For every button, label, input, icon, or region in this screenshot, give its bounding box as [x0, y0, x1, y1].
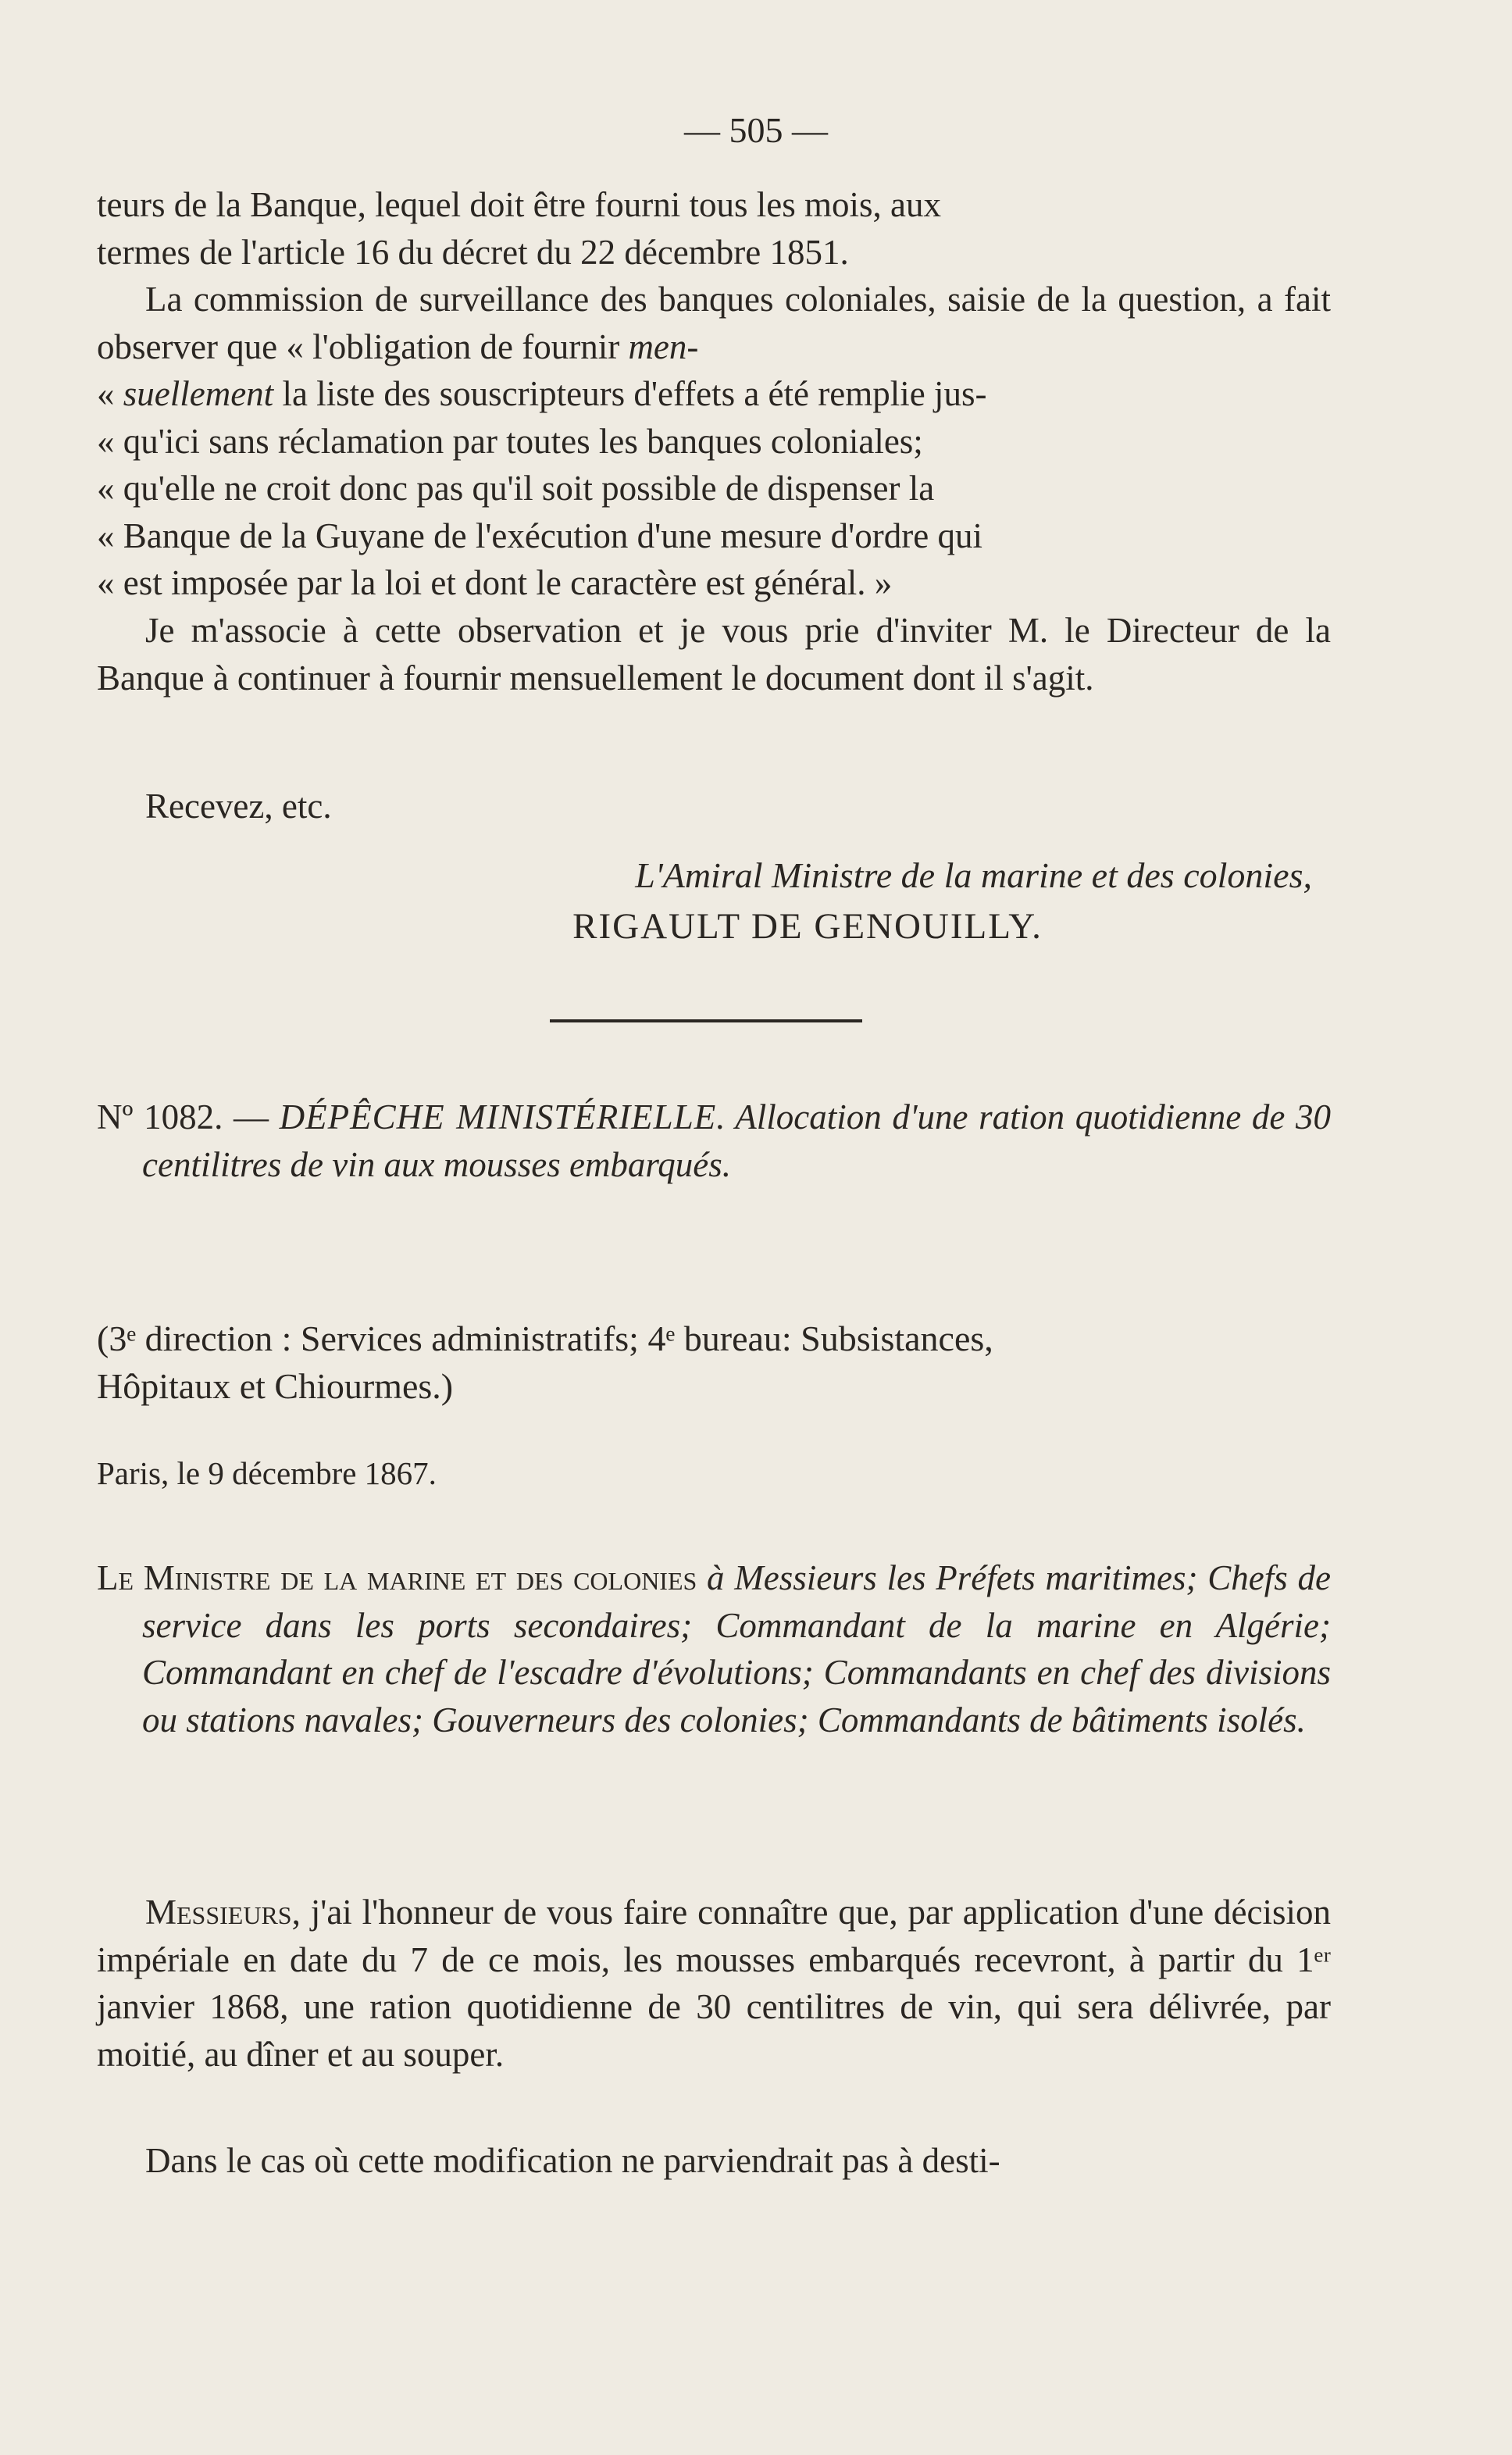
- commission-paragraph: [97, 276, 1331, 607]
- dispatch-heading: Nº 1082. — DÉPÊCHE MINISTÉRIELLE. Allocation d'une ration quotidienne de 30 centilitres de vin aux mousses embarqués.: [97, 1097, 1332, 1184]
- closing: Recevez, etc.: [145, 787, 332, 826]
- dispatch-type: DÉPÊCHE MINISTÉRIELLE: [279, 1097, 717, 1137]
- signature: [97, 855, 1331, 947]
- body-paragraph: [97, 1889, 1331, 2078]
- address: [97, 1554, 1331, 1743]
- continuation-paragraph: [97, 181, 1331, 276]
- associate-paragraph: Je m'associe à cette observation et je vous prie d'inviter M. le Directeur de la Banque à continuer à fournir mensuellement le document dont il s'agit.: [97, 611, 1331, 698]
- address-sender: Le Ministre de la marine et des colonies: [97, 1558, 697, 1597]
- salutation: Messieurs: [145, 1893, 292, 1932]
- commission-intro: La commission de surveillance des banques coloniales, saisie de la question, a fait observer que « l'obligation de fournir: [97, 280, 1331, 366]
- place-date: Paris, le 9 décembre 1867.: [97, 1455, 437, 1491]
- signature-name: RIGAULT DE GENOUILLY.: [572, 906, 1043, 947]
- last-line: Dans le cas où cette modification ne parviendrait pas à desti-: [145, 2141, 1000, 2180]
- dispatch-number: Nº 1082.: [97, 1097, 223, 1137]
- commission-intro-italic: men-: [628, 327, 699, 366]
- page-number: — 505 —: [684, 110, 828, 150]
- quote-line: « qu'ici sans réclamation par toutes les banques coloniales;: [97, 421, 923, 461]
- quote-line: « est imposée par la loi et dont le caractère est général. »: [97, 563, 893, 602]
- dispatch-subject: . Allocation d'une ration quotidienne de 30 centilitres de vin aux mousses embarqués.: [142, 1097, 1332, 1184]
- direction-note: (3ᵉ direction : Services administratifs; 4ᵉ bureau: Subsistances, Hôpitaux et Chiourmes.): [97, 1318, 993, 1406]
- text-line: termes de l'article 16 du décret du 22 décembre 1851.: [97, 232, 849, 272]
- address-recipients: à Messieurs les Préfets maritimes; Chefs de service dans les ports secondaires; Commandant de la marine en Algérie; Commandant en chef de l'escadre d'évolutions; Commandants en chef des divisions ou stations navales; Gouverneurs des colonies; Commandants de bâtiments isolés.: [142, 1558, 1331, 1740]
- quote-line: « qu'elle ne croit donc pas qu'il soit possible de dispenser la: [97, 469, 935, 508]
- quote-line: « Banque de la Guyane de l'exécution d'une mesure d'ordre qui: [97, 516, 982, 555]
- quote-line: « suellement la liste des souscripteurs d'effets a été remplie jus-: [97, 374, 987, 413]
- signature-title: L'Amiral Ministre de la marine et des colonies,: [635, 855, 1312, 895]
- text-line: teurs de la Banque, lequel doit être fourni tous les mois, aux: [97, 185, 941, 224]
- body-text: , j'ai l'honneur de vous faire connaître que, par application d'une décision impériale en date du 7 de ce mois, les mousses embarqués recevront, à partir du 1ᵉʳ janvier 1868, une ration quotidienne de 30 centilitres de vin, qui sera délivrée, par moitié, au dîner et au souper.: [97, 1893, 1331, 2074]
- section-divider: [550, 1019, 862, 1022]
